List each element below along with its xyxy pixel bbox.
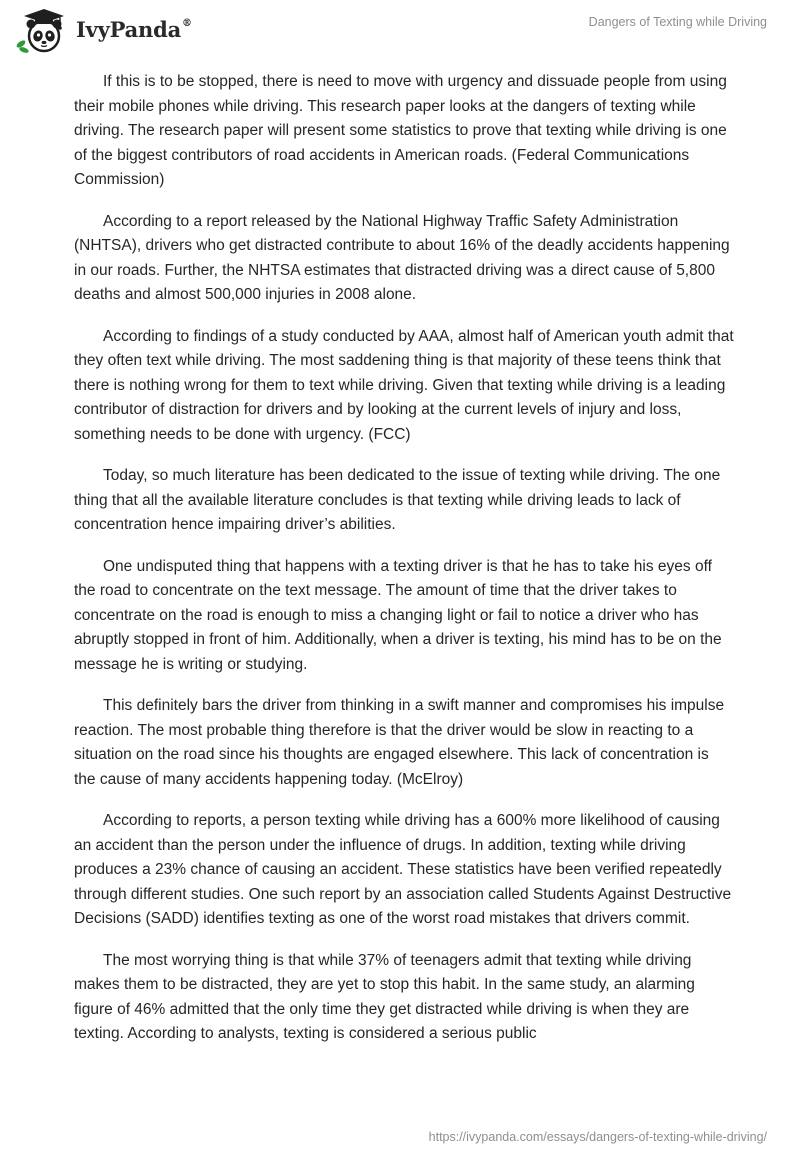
paragraph: Today, so much literature has been dedicated to the issue of texting while driving. The one thing that all the available literature concludes is that texting while driving leads to lack of concentration hence impairing driver’s abilities. bbox=[74, 467, 721, 533]
paragraph: According to findings of a study conducted by AAA, almost half of American youth admit that they often text while driving. The most saddening thing is that majority of these teens think that there is nothing wrong for them to text while driving. Given that texting while driving is a leading contributor of distraction for drivers and by looking at the current levels of injury and loss, something needs to be done with urgency. (FCC) bbox=[74, 327, 734, 443]
ivypanda-logo[interactable] bbox=[14, 6, 192, 54]
logo-text bbox=[76, 17, 192, 42]
paragraph: The most worrying thing is that while 37% of teenagers admit that texting while driving makes them to be distracted, they are yet to stop this habit. In the same study, an alarming figure of 46% admitted that the only time they get distracted while driving is when they are texting. According to analysts, texting is considered a serious public bbox=[74, 951, 695, 1042]
panda-graduation-cap-icon bbox=[14, 6, 72, 54]
paragraph: This definitely bars the driver from thinking in a swift manner and compromises his impulse reaction. The most probable thing therefore is that the driver would be slow in reacting to a situation on the road since his thoughts are engaged elsewhere. This lack of concentration is the cause of many accidents happening today. (McElroy) bbox=[74, 697, 725, 788]
logo-wordmark: IvyPanda bbox=[76, 16, 182, 42]
essay-body bbox=[74, 70, 734, 1064]
registered-mark: ® bbox=[182, 17, 192, 29]
page-header bbox=[0, 0, 800, 60]
paragraph: If this is to be stopped, there is need to move with urgency and dissuade people from using their mobile phones while driving. This research paper looks at the dangers of texting while driving. The research paper will present some statistics to prove that texting while driving is one of the biggest contributors of road accidents in American roads. (Federal Communications Commission) bbox=[74, 73, 727, 188]
source-url[interactable]: https://ivypanda.com/essays/dangers-of-texting-while-driving/ bbox=[428, 1130, 767, 1144]
paragraph: One undisputed thing that happens with a texting driver is that he has to take his eyes off the road to concentrate on the text message. The amount of time that the driver takes to concentrate on the road is enough to miss a changing light or fail to notice a driver who has abruptly stopped in front of him. Additionally, when a driver is texting, his mind has to be on the message he is writing or studying. bbox=[74, 557, 722, 673]
paragraph: According to reports, a person texting while driving has a 600% more likelihood of causing an accident than the person under the influence of drugs. In addition, texting while driving produces a 23% chance of causing an accident. These statistics have been verified repeatedly through different studies. One such report by an association called Students Against Destructive Decisions (SADD) identifies texting as one of the worst road mistakes that drivers commit. bbox=[74, 812, 732, 927]
paragraph: According to a report released by the National Highway Traffic Safety Administration (NHTSA), drivers who get distracted contribute to about 16% of the deadly accidents happening in our roads. Further, the NHTSA estimates that distracted driving was a direct cause of 5,800 deaths and almost 500,000 injuries in 2008 alone. bbox=[74, 212, 730, 303]
document-title: Dangers of Texting while Driving bbox=[588, 15, 767, 29]
